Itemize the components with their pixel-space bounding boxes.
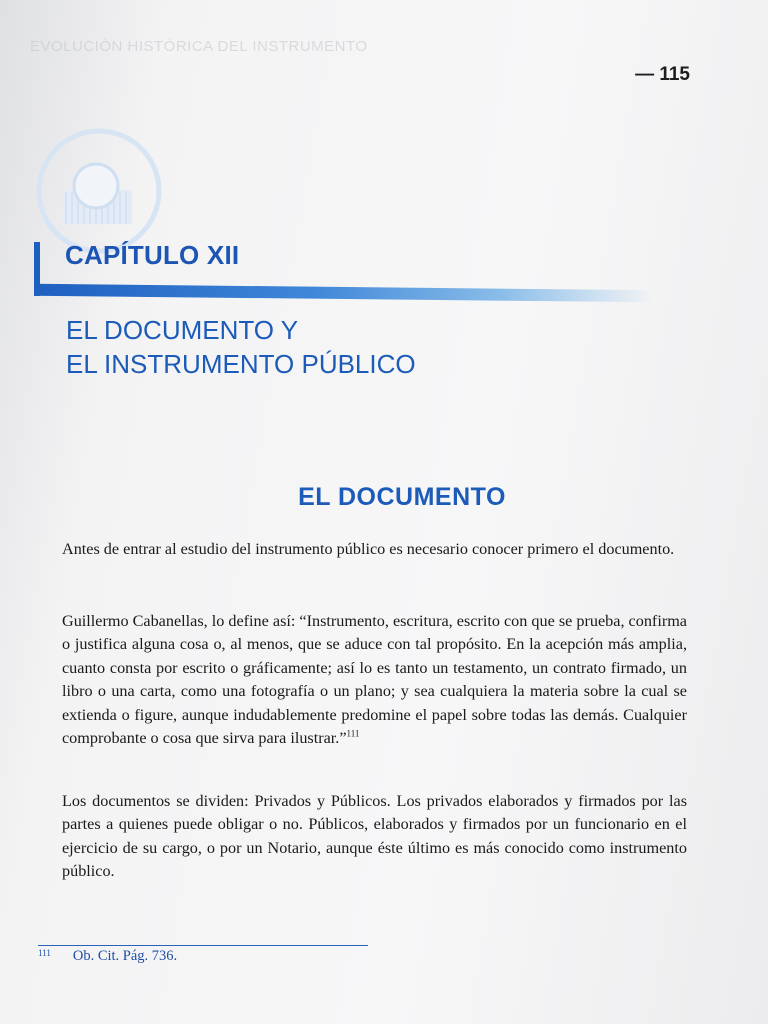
footnote-mark: 111	[38, 948, 51, 958]
paragraph-quote	[62, 610, 687, 750]
chapter-decoration-icon	[36, 128, 162, 254]
chapter-underline	[34, 284, 654, 302]
footnote	[38, 948, 177, 965]
footnote-reference: 111	[346, 728, 360, 739]
chapter-title	[66, 313, 416, 381]
paragraph-text: Los documentos se dividen: Privados y Públicos. Los privados elaborados y firmados por las partes a quienes puede obligar o no. Públicos, elaborados y firmados por un funcionario en el ejercicio de su cargo, o por un Notario, aunque éste último es más conocido como instrumento público.	[62, 792, 687, 881]
section-heading: EL DOCUMENTO	[298, 483, 506, 511]
chapter-title-line-1: EL DOCUMENTO Y	[66, 315, 299, 345]
footnote-divider	[38, 945, 368, 946]
paragraph-classification	[62, 790, 687, 884]
paragraph-intro	[62, 538, 687, 561]
footnote-text: Ob. Cit. Pág. 736.	[72, 948, 178, 964]
chapter-title-line-2: EL INSTRUMENTO PÚBLICO	[66, 349, 416, 379]
paragraph-definition	[62, 610, 687, 750]
page-number: — 115	[635, 64, 690, 85]
chapter-label: CAPÍTULO XII	[65, 240, 240, 270]
running-head: EVOLUCIÓN HISTÓRICA DEL INSTRUMENTO	[30, 38, 368, 55]
paragraph-text: Antes de entrar al estudio del instrumento público es necesario conocer primero el documento.	[62, 540, 675, 558]
paragraph-text: Guillermo Cabanellas, lo define así: “Instrumento, escritura, escrito con que se prueba, confirma o justifica alguna cosa o, al menos, que se aduce con tal propósito. En la acepción más amplia, cuanto consta por escrito o gráficamente; así lo es tanto un testamento, un contrato firmado, un libro o una carta, como una fotografía o un plano; y sea cualquiera la materia sobre la cual se extienda o figure, aunque indudablemente predomine el papel sobre todas las demás. Cualquier comprobante o cosa que sirva para ilustrar.”	[62, 612, 687, 748]
